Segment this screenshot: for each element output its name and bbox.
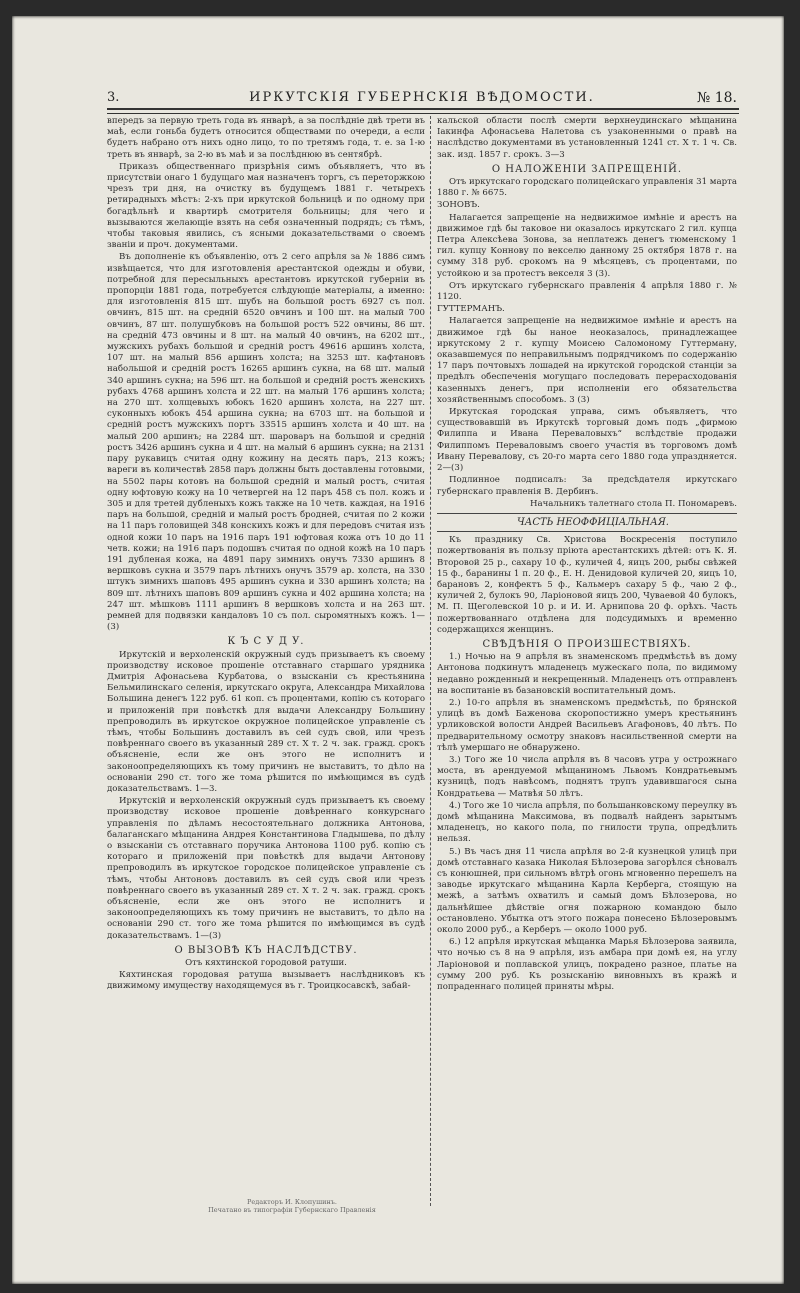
left-column bbox=[107, 116, 425, 1196]
ban-1-name: ЗОНОВЪ. bbox=[437, 200, 480, 211]
right-para-2: Иркутская городская управа, симъ объявляетъ, что существовавшій въ Иркутскѣ торговый домъ подъ „фирмою Филиппа и Ивана Переваловыхъ“ вслѣдствіе продажи Филиппомъ Переваловымъ своего участія въ торговомъ домѣ Ивану Перевалову, съ 20-го марта сего 1880 года упраздняется. 2—(3) bbox=[437, 407, 737, 474]
signature-1: Подлинное подписалъ: За предсѣдателя иркутскаго губернскаго правленія В. Дербинъ. bbox=[437, 475, 737, 497]
left-para-1: впередъ за первую треть года въ январѣ, а за послѣдніе двѣ трети въ маѣ, если гоньба будетъ относится обществами по очереди, а если будетъ набрано отъ нихъ одно лицо, то по третямъ года, т. е. за 1-ю треть въ январѣ, за 2-ю въ маѣ и за послѣднюю въ сентябрѣ. bbox=[107, 116, 425, 160]
incident-4: 4.) Того же 10 числа апрѣля, по большанковскому переулку въ домѣ мѣщанина Максимова, въ подвалѣ найденъ зарытымъ младенецъ, но какого пола, по гнилости трупа, опредѣлить нельзя. bbox=[437, 800, 737, 845]
incident-2: 2.) 10-го апрѣля въ знаменскомъ предмѣстьѣ, по брянской улицѣ въ домѣ Баженова скоропостижно умеръ крестьянинъ урликовской волости Андрей Васильевъ Агафоновъ, 40 лѣтъ. По предварительному осмотру знаковъ насильственной смерти на тѣлѣ умершаго не обнаружено. bbox=[437, 697, 737, 753]
ban-1-text: Налагается запрещеніе на недвижимое имѣніе и арестъ на движимое гдѣ бы таковое ни оказалось иркутскаго 2 гил. купца Петра Алексѣева Зонова, за неплатежъ денегъ тюменскому 1 гил. купцу Коннову по векселю данному 25 октября 1878 г. на сумму 318 руб. срокомъ на 9 мѣсяцевъ, съ процентами, по устойкою и за протестъ векселя 3 (3). bbox=[437, 212, 737, 279]
page-number: 3. bbox=[107, 90, 120, 105]
heading-court: К Ъ С У Д У. bbox=[227, 636, 305, 648]
issue-number: № 18. bbox=[697, 90, 737, 106]
incident-3: 3.) Того же 10 числа апрѣля въ 8 часовъ утра у острожнаго моста, въ арендуемой мѣщаниномъ Львомъ Кондратьевымъ кузницѣ, подъ навѣсомъ, поднятъ трупъ удавившагося сына Кондратьева — Матвѣя 50 лѣтъ. bbox=[437, 754, 737, 799]
left-para-2: Приказъ общественнаго призрѣнія симъ объявляетъ, что въ присутствіи онаго 1 будущаго мая назначенъ торгъ, съ переторжкою чрезъ три дня, на очистку въ будущемъ 1881 г. четырехъ ретирадныхъ мѣстъ: 2-хъ при иркутской больницѣ и по одному при богадѣльнѣ и квартирѣ смотрителя больницы; для чего и вызываются желающіе взять на себя означенный подрядъ; съ тѣмъ, чтобы таковыя явились, съ ясными доказательствами о своемъ званіи и проч. документами. bbox=[107, 161, 425, 251]
section-separator bbox=[437, 513, 737, 514]
heading-incidents: СВѢДѢНІЯ О ПРОИЗШЕСТВІЯХЪ. bbox=[482, 638, 692, 650]
left-para-6: Кяхтинская городовая ратуша вызываетъ наслѣдниковъ къ движимому имуществу находящемуся въ г. Троицкосавскѣ, забай- bbox=[107, 970, 425, 992]
incident-6: 6.) 12 апрѣля иркутская мѣщанка Марья Бѣлозерова заявила, что ночью съ 8 на 9 апрѣля, изъ амбара при домѣ ея, на углу Ларіоновой и поплавской улицъ, покрадено разное, платье на сумму 200 руб. Къ розысканію виновныхъ въ кражѣ и попраденнаго полицей приняты мѣры. bbox=[437, 937, 737, 993]
left-para-3: Въ дополненіе къ объявленію, отъ 2 сего апрѣля за № 1886 симъ извѣщается, что для изготовленія арестантской одежды и обуви, потребной для пересыльныхъ арестантовъ иркутской губерніи въ пропорціи 1881 года, потребуется слѣдующіе матеріалы, а именно: для изготовленія 815 шт. шубъ на большой ростъ 6927 съ пол. овчинъ, 815 шт. на средній 6520 овчинъ и 100 шт. на малый 700 овчинъ, 87 шт. полушубковъ на большой ростъ 522 овчины, 86 шт. на средній 473 овчины и 8 шт. на малый 40 овчинъ, на 6202 шт., мужскихъ рубахъ большой и средній ростъ 49616 аршинъ холста, 107 шт. на малый 856 аршинъ холста; на 3253 шт. кафтановъ набольшой и средній ростъ 16265 аршинъ сукна, на 68 шт. малый 340 аршинъ сукна; на 596 шт. на большой и средній ростъ женскихъ рубахъ 4768 аршинъ холста и 22 шт. на малый 176 аршинъ холста; на 270 шт. холщевыхъ юбокъ 1620 аршинъ холста, на 227 шт. суконныхъ юбокъ 454 аршина сукна; на 6703 шт. на большой и средній ростъ мужскихъ портъ 33515 аршинъ холста и 40 шт. на малый 200 аршинъ; на 2284 шт. шароваръ на большой и средній ростъ 3426 аршинъ сукна и 4 шт. на малый 6 аршинъ сукна; на 2131 пару рукавицъ считая одну кожину на десять паръ, 213 кожъ; вареги въ количествѣ 2858 паръ должны быть доставлены готовыми, на 5502 пары котовъ на большой средній и малый ростъ, считая одну юфтовую кожу на 10 четвергей на 12 паръ 458 съ пол. кожъ и 305 и для третей дубленыхъ кожъ также на 10 четв. каждая, на 1916 паръ на большой, средній и малый ростъ бродней, считая по 2 кожи на 11 паръ головищей 348 конскихъ кожъ и для передовъ считая изъ одной кожи 10 паръ на 1916 паръ 191 юфтовая кожа отъ 10 до 11 четв. кожи; на 1916 паръ подошвъ считая по одной кожѣ на 10 паръ 191 дубленая кожа, на 4891 пару зимнихъ онучъ 7330 аршинъ 8 вершковъ сукна и 3579 паръ лѣтнихъ онучъ 3579 ар. холста, на 330 штукъ зимнихъ шаповъ 495 аршинъ сукна и 330 аршинъ холста; на 809 шт. лѣтнихъ шаповъ 809 аршинъ сукна и 402 аршина холста; на 247 шт. мѣшковъ 1111 аршинъ 8 вершковъ холста и на 263 шт. ремней для подвязки кандаловъ 10 съ пол. сыромятныхъ кожъ. 1—(3) bbox=[107, 252, 425, 633]
column-divider bbox=[430, 116, 432, 1206]
right-column bbox=[437, 116, 737, 1196]
incident-1: 1.) Ночью на 9 апрѣля въ знаменскомъ предмѣстьѣ въ дому Антонова подкинутъ младенецъ мужескаго пола, по видимому недавно рожденный и некрещенный. Младенецъ отъ отправленъ на воспитаніе въ базановскій воспитательный домъ. bbox=[437, 652, 737, 696]
right-para-3: Къ празднику Св. Христова Воскресенія поступило пожертвованія въ пользу пріюта арестантскихъ дѣтей: отъ К. Я. Второвой 25 р., сахару 10 ф., куличей 4, яицъ 200, рыбы свѣжей 15 ф., баранины 1 п. 20 ф., Е. Н. Денидовой куличей 20, яицъ 10, барановъ 2, конфектъ 5 ф., Кальмеръ сахару 5 ф., чаю 2 ф., куличей 2, булокъ 90, Ларіоновой яицъ 200, Чуваевой 40 булокъ, М. П. Щеголевской 10 р. и И. И. Арнипова 20 ф. орѣхъ. Часть пожертвованнаго отдѣлена для подсудимыхъ и временно содержащихся женщинъ. bbox=[437, 535, 737, 635]
ban-2-source: Отъ иркутскаго губернскаго правленія 4 апрѣля 1880 г. № 1120. bbox=[437, 280, 737, 303]
page-footer bbox=[182, 1198, 402, 1214]
heading-prohibitions: О НАЛОЖЕНІИ ЗАПРЕЩЕНІЙ. bbox=[491, 163, 683, 175]
right-para-1: кальской области послѣ смерти верхнеудинскаго мѣщанина Іакинфа Афонасьева Налетова съ узаконенными о правѣ на наслѣдство документами въ установленный 1241 ст. Х т. 1 ч. Св. зак. изд. 1857 г. срокъ. 3—3 bbox=[437, 116, 737, 160]
ban-2-text: Налагается запрещеніе на недвижимое имѣніе и арестъ на движимое гдѣ бы наное неоказалось, принадлежащее иркутскому 2 г. купцу Моисею Саломоному Гуттерману, оказавшемуся по неправильнымъ подрядчикомъ по содержанію 17 паръ почтовыхъ лошадей на иркутской городской станціи за предѣлъ обеспеченія могущаго последовать перерасходованія казенныхъ денегъ, при исполненіи его обязательства хозяйственнымъ способомъ. 3 (3) bbox=[437, 316, 737, 405]
heading-inheritance: О ВЫЗОВѢ КЪ НАСЛѢДСТВУ. bbox=[174, 944, 358, 956]
left-para-4: Иркутскій и верхоленскій окружный судъ призываетъ къ своему производству исковое прошеніе отставнаго старшаго урядника Дмитрія Афонасьева Курбатова, о взысканіи съ крестьянина Бельмилинскаго селенія, иркутскаго округа, Александра Михайлова Большина денегъ 122 руб. 61 коп. съ процентами, копію съ котораго и приложеній при повѣсткѣ для выдачи Александру Большину препроводилъ въ иркутское окружное полицейское управленіе съ тѣмъ, чтобы Большинъ доставилъ въ сей судъ свой, или чрезъ повѣреннаго своего въ указанный 289 ст. Х т. 2 ч. зак. гражд. срокъ объясненіе, если же онъ этого не исполнитъ и законоопределяющихъ къ тому причинъ не выставитъ, то дѣло на основаніи 290 ст. того же тома рѣшится по имѣющимся въ судѣ доказательствамъ. 1—3. bbox=[107, 649, 425, 794]
ban-1-source: Отъ иркутскаго городскаго полицейскаго управленія 31 марта 1880 г. № 6675. bbox=[437, 177, 737, 199]
header-rule bbox=[107, 108, 739, 114]
left-para-5: Иркутскій и верхоленскій окружный судъ призываетъ къ своему производству исковое прошеніе довѣреннаго конкурснаго управленія по дѣламъ несостоятельнаго должника Антонова, балаганскаго мѣщанина Андрея Константинова Гладышева, по дѣлу о взысканіи съ отставнаго поручика Антонова 1100 руб. копію съ котораго и приложеній при повѣсткѣ для выдачи Антонову препроводилъ въ иркутское городское полицейское управленіе съ тѣмъ, чтобы Антоновъ доставилъ въ сей судъ свой или чрезъ повѣреннаго своего въ указанный 289 ст. Х т. 2 ч. зак. гражд. срокъ объясненіе, если же онъ этого не исполнитъ и законоопределяющихъ къ тому причинъ не выставитъ, то дѣло на основаніи 290 ст. того же тома рѣшится по имѣющимся въ судѣ доказательствамъ. 1—(3) bbox=[107, 796, 425, 941]
footer-editor: Редакторъ И. Клопушинъ. bbox=[247, 1198, 337, 1206]
section-unofficial: ЧАСТЬ НЕОФФИЦІАЛЬНАЯ. bbox=[517, 516, 669, 528]
newspaper-page bbox=[12, 16, 784, 1284]
newspaper-title: ИРКУТСКІЯ ГУБЕРНСКІЯ ВѢДОМОСТИ. bbox=[249, 90, 595, 105]
incident-5: 5.) Въ часъ дня 11 числа апрѣля во 2-й кузнецкой улицѣ при домѣ отставнаго казака Николая Бѣлозерова загорѣлся сѣновалъ съ конюшней, при сильномъ вѣтрѣ огонь мгновенно перешелъ на заводье иркутскаго мѣщанина Карла Керберга, стоящую на межѣ, а затѣмъ охватилъ и самый домъ Бѣлозерова, но дальнѣйшее дѣйствіе огня пожарною командою было остановлено. Убытка отъ этого пожара понесено Бѣлозеровымъ около 2000 руб., а Керберъ — около 1000 руб. bbox=[437, 846, 737, 936]
section-separator-2 bbox=[437, 531, 737, 532]
footer-printer: Печатано въ типографіи Губернскаго Правленія bbox=[208, 1206, 376, 1214]
inheritance-subheading: Отъ кяхтинской городовой ратуши. bbox=[185, 958, 347, 969]
ban-2-name: ГУТТЕРМАНЪ. bbox=[437, 304, 505, 315]
signature-2: Начальникъ талетнаго стола П. Пономаревъ. bbox=[529, 498, 737, 509]
